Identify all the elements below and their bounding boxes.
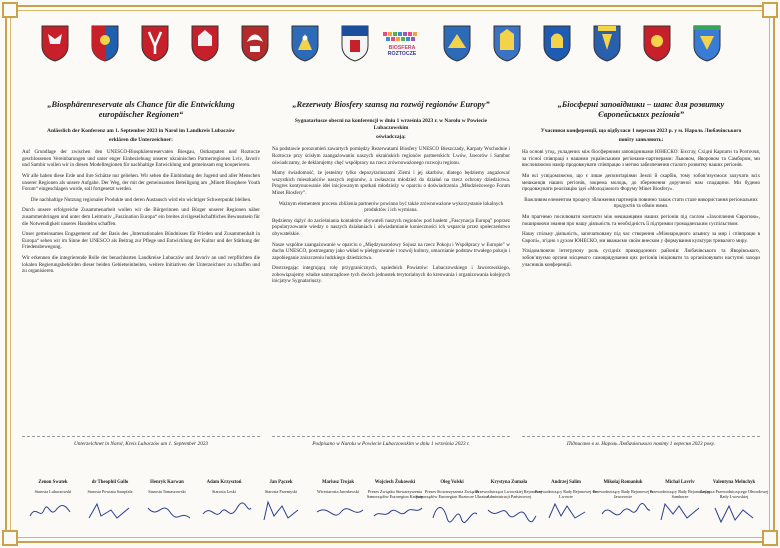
paragraph: Na podstawie porozumień zawartych pomiędzy Rezerwatami Biosfery UNESCO Bieszczady, Karpaty Wschodnie i Roztocze przy ścisłym zaangażowaniu naszych ukraińskich regionów partnerskich: Lwów, Jaworów i Sambor oświadczamy, że deklarujemy chęć współpracy na rzecz zrównoważonego rozwoju regionu. [272, 146, 510, 166]
coat-of-arms-icon [642, 24, 672, 62]
signatory-name: Mariusz Trojak [321, 480, 355, 485]
handwritten-signature [368, 498, 428, 524]
column-intro: Учасники конференції, що відбулася 1 вересня 2023 р. у м. Нароль Любачівського [540, 127, 742, 134]
biosfera-roztocze-logo [381, 30, 423, 60]
signing-place-date: Podpisano w Narolu w Powiecie Lubaczowskim w dniu 1 września 2023 r. [312, 441, 470, 447]
divider [272, 436, 510, 437]
handwritten-signature [482, 498, 542, 524]
column-heading: erklären die Unterzeichner: [109, 136, 173, 143]
border-corner [762, 2, 778, 18]
coat-of-arms-icon [140, 24, 170, 62]
signatory-role: Prezes Związku Stowarzyszenia Samorządów Euroregion Karpaty [366, 489, 424, 499]
paragraph: Ważnym elementem procesu zbliżenia partnerów powinno być także zrównoważone wykorzystanie lokalnych produktów i ich wymiana. [278, 200, 504, 214]
signatory-role: Przewodniczący Rady Rejonowej w Jaworowie [592, 489, 654, 499]
paragraph: Усвідомлюючи інтегруючу роль сусідніх прикордонних районів: Любачівського та Яворівського, зобов’язуємо органи місцевого самоврядування цих регіонів ініціювати та організовувати наступні заходи учасників конференції. [522, 248, 760, 268]
signatory-role: Starosta Przemyski [264, 489, 298, 494]
signatory-role: Przewodnicząca Lwowskiej Rejonowej Administracji Państwowej [475, 489, 543, 499]
signatory [697, 480, 771, 499]
signing-place-date: Unterzeichnet in Narol, Kreis Lubaczów am 1. September 2023 [73, 441, 209, 447]
column-heading: oświadczają: [376, 133, 406, 140]
paragraph: Auf Grundlage der zwischen den UNESCO-Biosphärenreservaten Biesgau, Ostkarpaten und Roztocze geschlossenen Vereinbarungen und unter enger Einbeziehung unserer ukrainischen Partnerregionen Lviv, Javoriv und Sambir wollen wir in diesen Modellregionen für nachhaltige Entwicklung und gemeinsam eng kooperieren. [22, 149, 260, 169]
coat-of-arms-icon [190, 24, 220, 62]
logo-word: BIOSFERA [388, 45, 416, 51]
coat-of-arms-icon [90, 24, 120, 62]
paragraph: Ми прагнемо посилювати контакти між мешканцями наших регіонів під гаслом «Захоплення Європою», поширюючи знання про нашу діяльність та необхідність її підтримки громадянським суспільством. [522, 213, 760, 227]
signatory-name: dr Theophil Gallo [91, 480, 129, 485]
column-intro: Sygnatariusze obecni na konferencji w dniu 1 września 2023 r. w Narolu w Powiecie Lubaczowskim [294, 117, 488, 131]
signatory-role: Starosta Leski [212, 489, 236, 494]
handwritten-signature [425, 498, 485, 524]
coat-of-arms-icon [442, 24, 472, 62]
handwritten-signature [83, 498, 143, 524]
coat-of-arms-icon [542, 24, 572, 62]
paragraph: Mamy świadomość, że jesteśmy tylko depozytariuszami Ziemi i jej skarbów, dlatego będziemy angażować wszystkich mieszkańców naszych regionów, a zwłaszcza młodzież do działań na rzecz ochrony dziedzictwa. Progres kontynuowanie idei inicjowanym spotkań młodzieży w oparciu o doświadczenia „Młodzieżowego Forum Minet Biosfery”. [272, 170, 510, 196]
paragraph: Unser gemeinsames Engagement auf der Basis des „Internationalen Bündnisses für Frieden und Zusammenhalt in Europa“ sehen wir im Sinne der UNESCO als Beitrag zur Pflege und Entwicklung der Kultur und der Stärkung der Friedensbewegung. [22, 231, 260, 251]
paragraph: Важливим елементом процесу зближення партнерів повинно також стати стале використання регіональних продуктів та обмін ними. [524, 196, 758, 210]
declaration-column-ukrainian [522, 100, 760, 272]
column-heading: повіту заявляють: [618, 136, 664, 143]
signatory-name: Adam Krzysztoń [206, 480, 242, 485]
divider [522, 436, 760, 437]
coat-of-arms-icon [40, 24, 70, 62]
declaration-column-german [22, 100, 260, 279]
divider [22, 436, 260, 437]
signatory-role: Zastępca Przewodniczącego Obwodowej Rady Lwowskiej [699, 489, 769, 499]
paragraph: Będziemy dążyć do zacieśniania kontaktów obywateli naszych regionów pod hasłem „Fascynacja Europą” poprzez popularyzowanie wiedzy o naszych działaniach i uświadamianie konieczności ich wsparcia przez społeczeństwo obywatelskie. [272, 217, 510, 237]
signatory-name: Andrzej Salim [551, 480, 581, 485]
handwritten-signature [311, 498, 371, 524]
signatory-role: Starosta Tomaszowski [148, 489, 186, 494]
signatory-name: Valentyna Melnchyk [712, 480, 756, 485]
handwritten-signature [254, 498, 314, 524]
signatory-role: Starosta Lubaczowski [34, 489, 72, 494]
declaration-column-polish [272, 100, 510, 289]
paragraph: Wir erkennen die integrierende Rolle der benachbarten Landkreise Lubaczów und Javoriv an und verpflichten die lokalen Regierungsbehörden dieser beiden Gebietseinheiten, weitere Initiativen der Unterzeichner zu schaffen und zu organisieren. [22, 254, 260, 275]
paragraph: Die nachhaltige Nutzung regionaler Produkte und deren Austausch wird ein wichtiger Schwerpunkt bleiben. [30, 196, 252, 203]
signatories [0, 480, 780, 540]
column-title: „Rezerwaty Biosfery szansą na rozwój regionów Europy” [292, 100, 490, 109]
border-corner [2, 2, 18, 18]
signatory-name: Zenon Swatek [38, 480, 68, 485]
signatory-name: Mikołaj Romaniuk [603, 480, 643, 485]
signatory-name: Oleg Volski [440, 480, 464, 485]
coat-of-arms-icon [340, 24, 370, 62]
paragraph: На основі угод, укладених між біосферними заповідниками ЮНЕСКО: Бієсгау, Східні Карпати та Розточчя, за тісної співпраці з нашими українськими регіонами-партнерами: Львовом, Яворовом та Самбором, ми висловлюємо намір продовжувати співпрацю з метою забезпечення сталого розвитку наших регіонів. [522, 149, 760, 169]
coat-of-arms-icon [692, 24, 722, 62]
handwritten-signature [653, 498, 713, 524]
signatory-name: Henryk Karwan [150, 480, 184, 485]
paragraph: Nasze wspólne zaangażowanie w oparciu o „Międzynarodowy Sojusz na rzecz Pokoju i Współpracy w Europie” w duchu UNESCO, postrzegamy jako wkład w pielęgnowanie i rozwój kultury, umacnianie podstaw trwałego pokoju i zapobieganie zniszczeniu ludzkiego dziedzictwa. [272, 241, 510, 261]
signatory-name: Wojciech Żukowski [374, 480, 416, 485]
handwritten-signature [197, 498, 257, 524]
paragraph: Durch unsere erfolgreiche Zusammenarbeit wollen wir die Bürgerinnen und Bürger unserer Regionen näher zusammenbringen und unter dem Leitmotiv „Faszination Europa“ ein breites zivilgesellschaftliches Bewusstsein für die Notwendigkeit unseres Handelns schaffen. [22, 207, 260, 227]
signatory-role: Przewodniczący Rady Rejonowej w Samborze [649, 489, 711, 499]
column-intro: Anlässlich der Konferenz am 1. September 2023 in Narol im Landkreis Lubaczów [47, 127, 235, 134]
signatory-role: Przewodniczący Rady Rejonowej we Lwowie [534, 489, 598, 499]
coat-of-arms-icon [592, 24, 622, 62]
column-title: „Біосферні заповідники – шанс для розвитку Європейських регіонів” [557, 100, 725, 119]
paragraph: Ми всі усвідомлюємо, що є лише депозитаріями Землі й скарбів, тому зобов’язуємося залучати всіх мешканців наших регіонів, зокрема молодь, до збереження дорученої нам спадщини. Ми будемо продовжувати реалізацію ідеї «Молодіжного Форуму Minet Biosfery». [522, 172, 760, 193]
paragraph: Wir alle haben diese Erde und ihre Schätze nur geliehen. Wir sehen die Einbindung der Jugend und aller Menschen unserer Regionen als unsere Aufgabe. Der Weg, der mit der gemeinsamen Beteiligung am „Minett Biosphere Youth Forum“ eingeschlagen wurde, soll fortgesetzt werden. [22, 172, 260, 193]
logo-word: ROZTOCZE [387, 51, 417, 57]
paragraph: Нашу спільну діяльність, започатковану під час створення «Міжнародного альянсу за мир і співпрацю в Європі», згідно з духом ЮНЕСКО, ми вважаємо своїм внеском у формування культури тривалого миру. [522, 231, 760, 244]
signatory-name: Krystyna Zumała [490, 480, 528, 485]
coat-of-arms-icon [492, 24, 522, 62]
signatory-name: Michał Lavriv [665, 480, 695, 485]
handwritten-signature [707, 498, 767, 524]
coat-of-arms-icon [290, 24, 320, 62]
handwritten-signature [596, 498, 656, 524]
signatory-role: Wicestarosta Jarosławski [316, 489, 360, 494]
column-title: „Biosphärenreservate als Chance für die Entwicklung europäischer Regionen“ [47, 100, 235, 119]
paragraph: Dostrzegając integrującą rolę przygranicznych, sąsiednich Powiatów: Lubaczowskiego i Jaworowskiego, zobowiązujemy władze samorządowe tych dwóch jednostek terytorialnych do kreowania i organizowania kolejnych inicjatyw Sygnatariuszy. [272, 265, 510, 285]
handwritten-signature [539, 498, 599, 524]
signatory-role: Starosta Powiatu Saarpfalz [87, 489, 133, 494]
coat-of-arms-icon [240, 24, 270, 62]
signatory-role: Prezes Stowarzyszenia Związku Samorządów Euroregion Roztocze Ukraina [415, 489, 489, 499]
coats-of-arms-row [0, 24, 780, 72]
handwritten-signature [140, 498, 200, 524]
signatory-name: Jan Pączek [269, 480, 293, 485]
handwritten-signature [26, 498, 86, 524]
signing-place-date: Підписано в м. Нароль Любачівського повіту 1 вересня 2023 року. [566, 441, 716, 447]
